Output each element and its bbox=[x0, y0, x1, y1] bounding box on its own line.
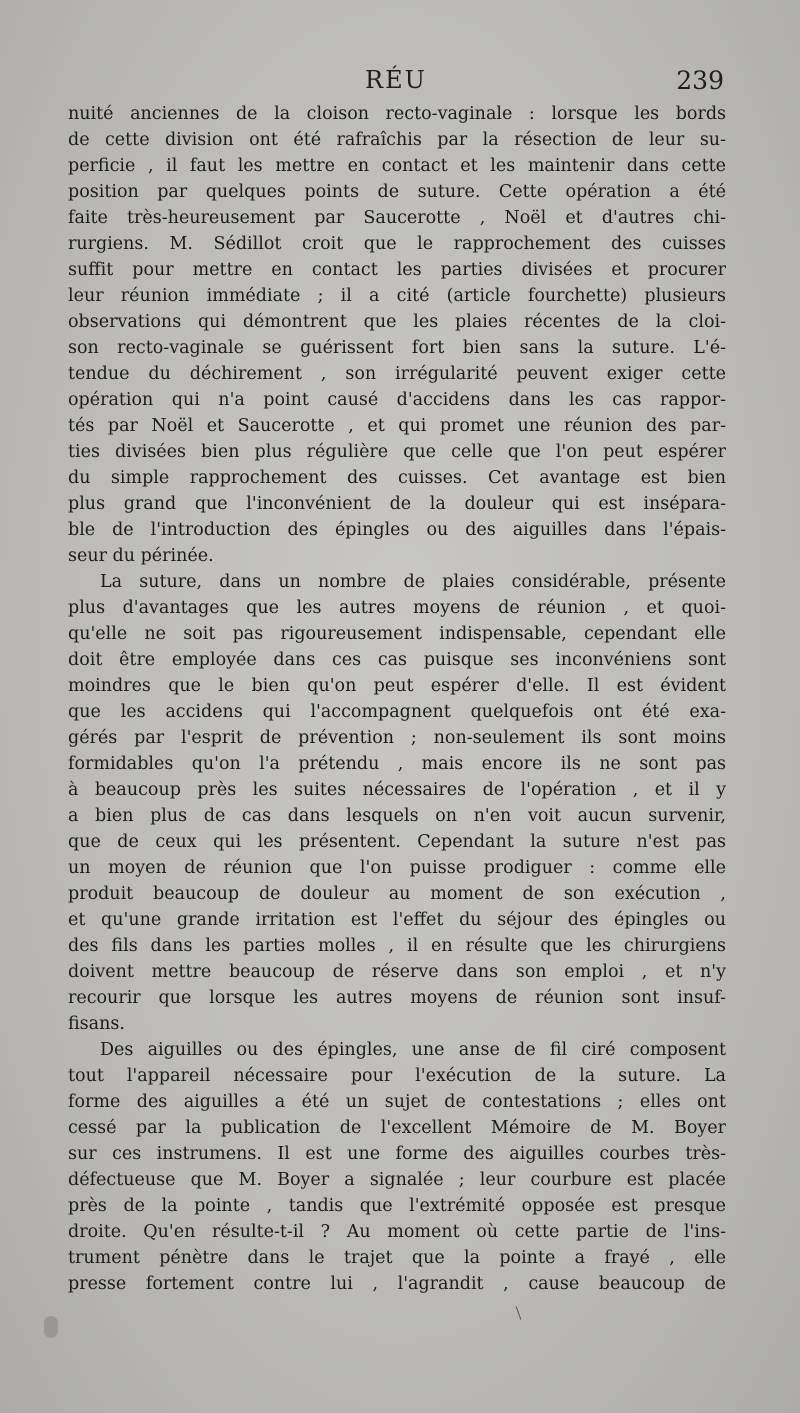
text-line: gérés par l'esprit de prévention ; non-seulement ils sont moins bbox=[68, 728, 726, 748]
text-line: près de la pointe , tandis que l'extrémité opposée est presque bbox=[68, 1196, 726, 1216]
text-line: du simple rapprochement des cuisses. Cet avantage est bien bbox=[68, 468, 726, 488]
text-line: un moyen de réunion que l'on puisse prodiguer : comme elle bbox=[68, 858, 726, 878]
text-line: ties divisées bien plus régulière que celle que l'on peut espérer bbox=[68, 442, 726, 462]
text-line: sur ces instrumens. Il est une forme des aiguilles courbes très- bbox=[68, 1144, 726, 1164]
text-line: doit être employée dans ces cas puisque ses inconvéniens sont bbox=[68, 650, 726, 670]
text-line: plus d'avantages que les autres moyens de réunion , et quoi- bbox=[68, 598, 726, 618]
text-line: moindres que le bien qu'on peut espérer d'elle. Il est évident bbox=[68, 676, 726, 696]
text-line: suffit pour mettre en contact les parties divisées et procurer bbox=[68, 260, 726, 280]
text-line: de cette division ont été rafraîchis par la résection de leur su- bbox=[68, 130, 726, 150]
text-line: a bien plus de cas dans lesquels on n'en voit aucun survenir, bbox=[68, 806, 726, 826]
page-header bbox=[0, 66, 800, 106]
text-line: doivent mettre beaucoup de réserve dans son emploi , et n'y bbox=[68, 962, 726, 982]
text-line: position par quelques points de suture. Cette opération a été bbox=[68, 182, 726, 202]
text-line: seur du périnée. bbox=[68, 546, 214, 566]
text-line: faite très-heureusement par Saucerotte , Noël et d'autres chi- bbox=[68, 208, 726, 228]
paragraph-1 bbox=[68, 101, 726, 569]
text-line: que les accidens qui l'accompagnent quelquefois ont été exa- bbox=[68, 702, 726, 722]
text-line: cessé par la publication de l'excellent Mémoire de M. Boyer bbox=[68, 1118, 726, 1138]
text-line: opération qui n'a point causé d'accidens dans les cas rappor- bbox=[68, 390, 726, 410]
text-line: La suture, dans un nombre de plaies considérable, présente bbox=[100, 572, 726, 592]
text-line: son recto-vaginale se guérissent fort bien sans la suture. L'é- bbox=[68, 338, 726, 358]
text-line: à beaucoup près les suites nécessaires de l'opération , et il y bbox=[68, 780, 726, 800]
text-line: droite. Qu'en résulte-t-il ? Au moment où cette partie de l'ins- bbox=[68, 1222, 726, 1242]
ink-mark bbox=[516, 1306, 522, 1319]
text-line: formidables qu'on l'a prétendu , mais encore ils ne sont pas bbox=[68, 754, 726, 774]
text-line: observations qui démontrent que les plaies récentes de la cloi- bbox=[68, 312, 726, 332]
text-line: rurgiens. M. Sédillot croit que le rapprochement des cuisses bbox=[68, 234, 726, 254]
text-line: nuité anciennes de la cloison recto-vaginale : lorsque les bords bbox=[68, 104, 726, 124]
text-line: qu'elle ne soit pas rigoureusement indispensable, cependant elle bbox=[68, 624, 726, 644]
text-line: des fils dans les parties molles , il en résulte que les chirurgiens bbox=[68, 936, 726, 956]
text-line: forme des aiguilles a été un sujet de contestations ; elles ont bbox=[68, 1092, 726, 1112]
text-line: plus grand que l'inconvénient de la douleur qui est insépara- bbox=[68, 494, 726, 514]
text-line: tout l'appareil nécessaire pour l'exécution de la suture. La bbox=[68, 1066, 726, 1086]
paragraph-2 bbox=[68, 569, 726, 1037]
text-line: tendue du déchirement , son irrégularité peuvent exiger cette bbox=[68, 364, 726, 384]
text-line: Des aiguilles ou des épingles, une anse de fil ciré composent bbox=[100, 1040, 726, 1060]
text-line: et qu'une grande irritation est l'effet du séjour des épingles ou bbox=[68, 910, 726, 930]
text-line: recourir que lorsque les autres moyens de réunion sont insuf- bbox=[68, 988, 726, 1008]
text-line: défectueuse que M. Boyer a signalée ; leur courbure est placée bbox=[68, 1170, 726, 1190]
text-line: fisans. bbox=[68, 1014, 125, 1034]
running-title: RÉU bbox=[365, 66, 427, 94]
text-line: perficie , il faut les mettre en contact et les maintenir dans cette bbox=[68, 156, 726, 176]
text-line: leur réunion immédiate ; il a cité (article fourchette) plusieurs bbox=[68, 286, 726, 306]
text-line: presse fortement contre lui , l'agrandit , cause beaucoup de bbox=[68, 1274, 726, 1294]
page-smudge bbox=[44, 1316, 58, 1338]
text-line: produit beaucoup de douleur au moment de son exécution , bbox=[68, 884, 726, 904]
page-number: 239 bbox=[676, 66, 724, 95]
text-line: que de ceux qui les présentent. Cependant la suture n'est pas bbox=[68, 832, 726, 852]
body-text bbox=[68, 101, 726, 1297]
paragraph-3 bbox=[68, 1037, 726, 1297]
text-line: ble de l'introduction des épingles ou des aiguilles dans l'épais- bbox=[68, 520, 726, 540]
text-line: tés par Noël et Saucerotte , et qui promet une réunion des par- bbox=[68, 416, 726, 436]
text-line: trument pénètre dans le trajet que la pointe a frayé , elle bbox=[68, 1248, 726, 1268]
